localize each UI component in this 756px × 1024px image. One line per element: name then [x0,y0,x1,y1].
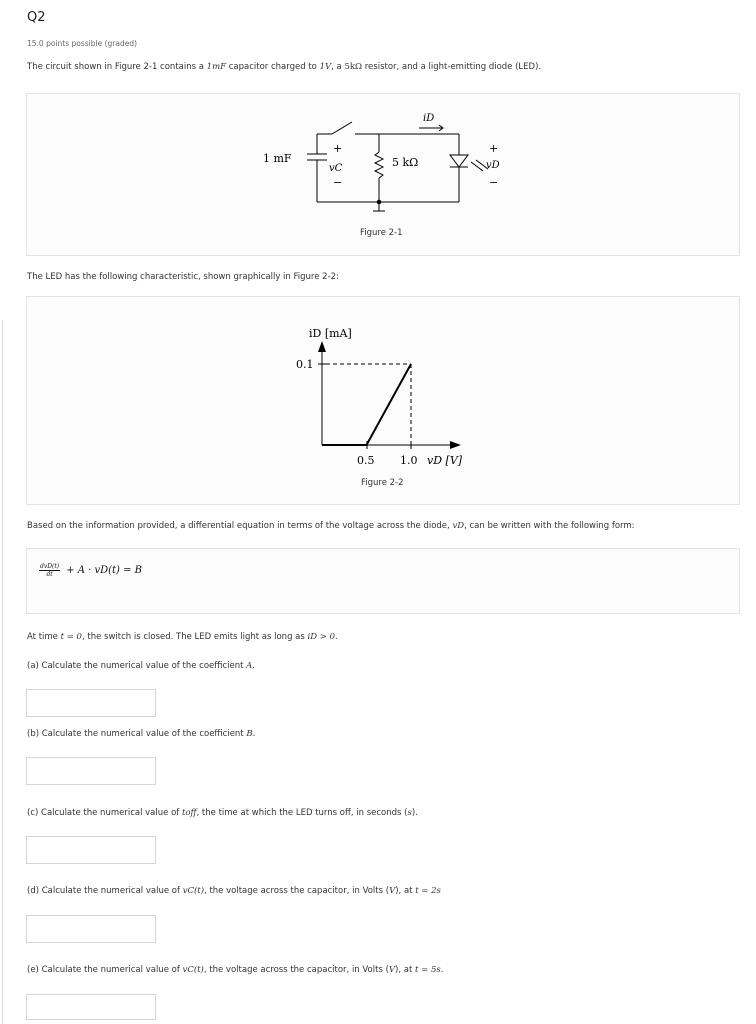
vd-plus: + [489,142,499,155]
y-tick-label: 0.1 [296,358,314,371]
diffeq-description: Based on the information provided, a differential equation in terms of the voltage across the diode, vD, can be written with the following form: [27,521,635,531]
node-dot [377,200,382,205]
equation-denominator: dt [46,571,53,578]
x-axis-arrow-icon [450,441,461,449]
switch-description: At time t = 0, the switch is closed. The LED emits light as long as iD > 0. [27,632,338,642]
figure-2-1-caption: Figure 2-1 [360,228,403,238]
led-description: The LED has the following characteristic, shown graphically in Figure 2-2: [27,272,339,282]
equation-box [26,548,740,614]
capacitance-label: 1 mF [263,152,292,165]
equation-rest: + A · vD(t) = B [66,565,143,576]
part-e-prompt: (e) Calculate the numerical value of vC(t), the voltage across the capacitor, in Volts (V), at t = 5s. [27,965,444,975]
led-characteristic-chart [27,297,739,504]
resistor-label: 5 kΩ [392,156,419,169]
y-axis-label: iD [mA] [309,327,352,340]
figure-2-1-box [26,93,740,256]
points-possible: 15.0 points possible (graded) [27,39,138,48]
resistor-icon [375,152,383,178]
question-title: Q2 [27,10,46,25]
answer-input-a[interactable] [26,689,156,717]
circuit-diagram [27,94,739,255]
resistance-value: 5kΩ [344,62,363,72]
figure-2-2-box [26,296,740,505]
content-divider [2,320,3,1024]
figure-2-2-caption: Figure 2-2 [361,478,404,488]
y-axis-arrow-icon [318,341,326,352]
switch-icon [332,122,352,134]
voltage-value: 1V [319,62,332,72]
x-axis-label: vD [V] [427,454,463,467]
vd-label: vD [486,160,500,171]
answer-input-e[interactable] [26,994,156,1020]
differential-equation [39,563,142,578]
equation-numerator: dvD(t) [40,563,60,570]
x-tick-label-1: 0.5 [357,454,375,467]
answer-input-b[interactable] [26,757,156,785]
part-c-prompt: (c) Calculate the numerical value of toff, the time at which the LED turns off, in seconds (s). [27,808,418,818]
answer-input-d[interactable] [26,915,156,943]
x-tick-label-2: 1.0 [400,454,418,467]
series-line [322,364,411,445]
part-b-prompt: (b) Calculate the numerical value of the coefficient B. [27,729,256,739]
vc-plus: + [333,142,343,155]
part-d-prompt: (d) Calculate the numerical value of vC(t), the voltage across the capacitor, in Volts (V), at t = 2s [27,886,441,896]
vd-minus: − [489,176,499,189]
vc-minus: − [333,176,343,189]
id-label: iD [423,113,435,124]
capacitance-value: 1mF [206,62,227,72]
led-diode-icon [450,155,468,167]
question-intro: The circuit shown in Figure 2-1 contains a 1mF capacitor charged to 1V, a 5kΩ resistor, and a light-emitting diode (LED). [27,62,542,72]
vc-label: vC [329,163,343,174]
part-a-prompt: (a) Calculate the numerical value of the coefficient A. [27,661,255,671]
answer-input-c[interactable] [26,836,156,864]
